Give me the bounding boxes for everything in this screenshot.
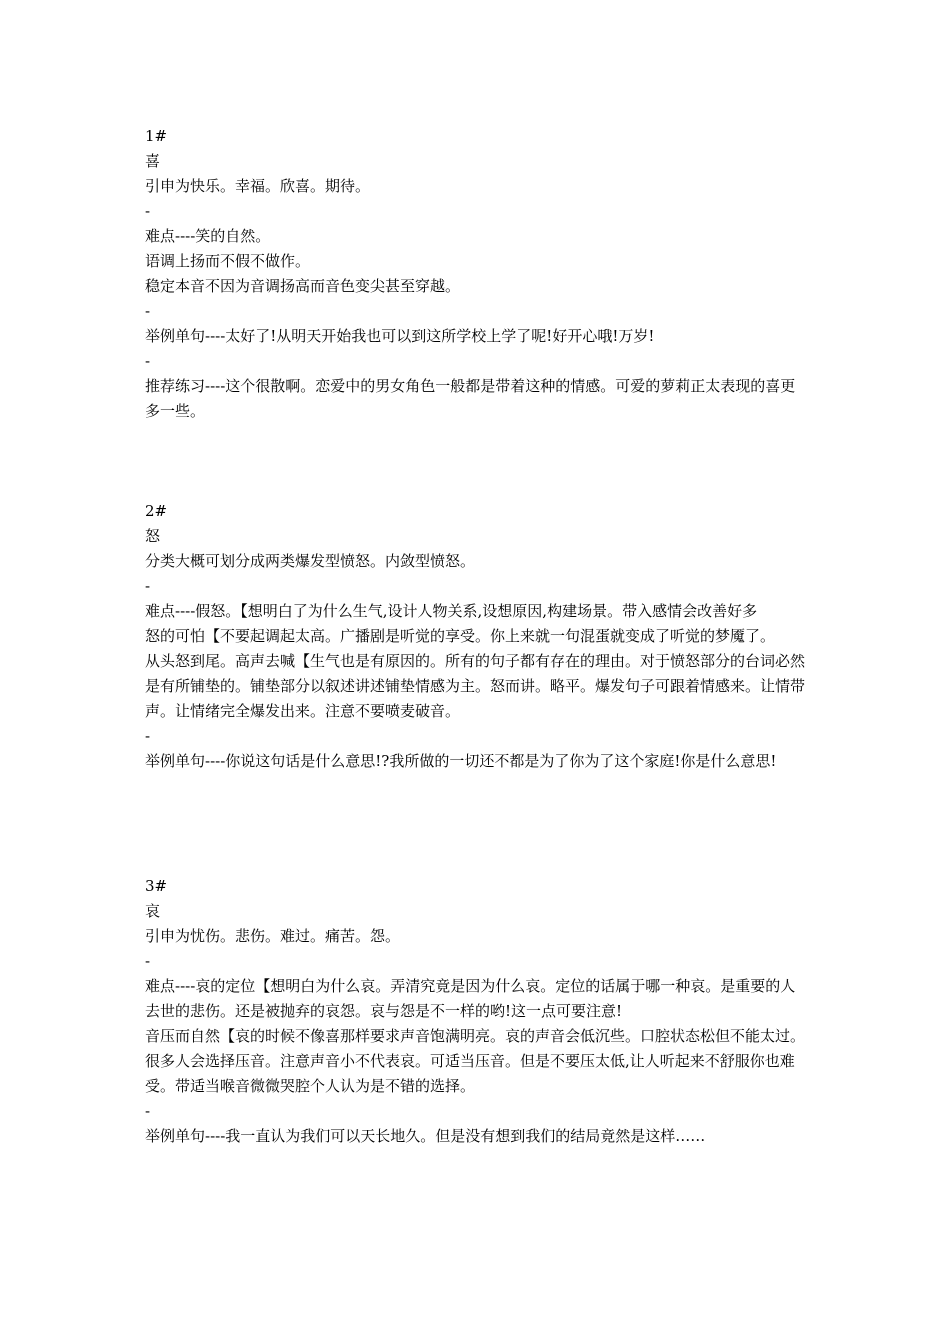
paragraph: 从头怒到尾。高声去喊【生气也是有原因的。所有的句子都有存在的理由。对于愤怒部分的台词必然是有所铺垫的。铺垫部分以叙述讲述铺垫情感为主。怒而讲。略平。爆发句子可跟着情感来。让情带声。让情绪完全爆发出来。注意不要喷麦破音。 xyxy=(145,652,806,720)
section-spacer xyxy=(145,774,810,874)
paragraph: 音压而自然【哀的时候不像喜那样要求声音饱满明亮。哀的声音会低沉些。口腔状态松但不能太过。很多人会选择压音。注意声音小不代表哀。可适当压音。但是不要压太低,让人听起来不舒服你也难受。带适当喉音微微哭腔个人认为是不错的选择。 xyxy=(145,1027,806,1095)
section-number: 1# xyxy=(145,127,168,145)
section-spacer xyxy=(145,424,810,499)
paragraph: 难点----笑的自然。 xyxy=(145,227,271,245)
document-page xyxy=(145,124,810,1149)
paragraph: 怒的可怕【不要起调起太高。广播剧是听觉的享受。你上来就一句混蛋就变成了听觉的梦魇了。 xyxy=(145,627,776,645)
separator: - xyxy=(145,1102,151,1120)
paragraph: 举例单句----太好了!从明天开始我也可以到这所学校上学了呢!好开心哦!万岁! xyxy=(145,327,655,345)
separator: - xyxy=(145,577,151,595)
paragraph: 语调上扬而不假不做作。 xyxy=(145,252,311,270)
section-sorrow xyxy=(145,874,810,1149)
paragraph: 举例单句----你说这句话是什么意思!?我所做的一切还不都是为了你为了这个家庭!你是什么意思! xyxy=(145,752,777,770)
paragraph: 难点----哀的定位【想明白为什么哀。弄清究竟是因为什么哀。定位的话属于哪一种哀。是重要的人去世的悲伤。还是被抛弃的哀怨。哀与怨是不一样的哟!这一点可要注意! xyxy=(145,977,796,1020)
section-title: 喜 xyxy=(145,152,161,170)
section-title: 哀 xyxy=(145,902,161,920)
separator: - xyxy=(145,202,151,220)
section-title: 怒 xyxy=(145,527,161,545)
separator: - xyxy=(145,302,151,320)
paragraph: 引申为忧伤。悲伤。难过。痛苦。怨。 xyxy=(145,927,401,945)
paragraph: 难点----假怒。【想明白了为什么生气,设计人物关系,设想原因,构建场景。带入感情会改善好多 xyxy=(145,602,758,620)
separator: - xyxy=(145,952,151,970)
paragraph: 分类大概可划分成两类爆发型愤怒。内敛型愤怒。 xyxy=(145,552,476,570)
section-joy xyxy=(145,124,810,424)
section-anger xyxy=(145,499,810,774)
section-number: 2# xyxy=(145,502,168,520)
separator: - xyxy=(145,727,151,745)
paragraph: 稳定本音不因为音调扬高而音色变尖甚至穿越。 xyxy=(145,277,461,295)
separator: - xyxy=(145,352,151,370)
paragraph: 举例单句----我一直认为我们可以天长地久。但是没有想到我们的结局竟然是这样…… xyxy=(145,1127,706,1145)
section-number: 3# xyxy=(145,877,168,895)
paragraph: 推荐练习----这个很散啊。恋爱中的男女角色一般都是带着这种的情感。可爱的萝莉正太表现的喜更多一些。 xyxy=(145,377,796,420)
paragraph: 引申为快乐。幸福。欣喜。期待。 xyxy=(145,177,371,195)
